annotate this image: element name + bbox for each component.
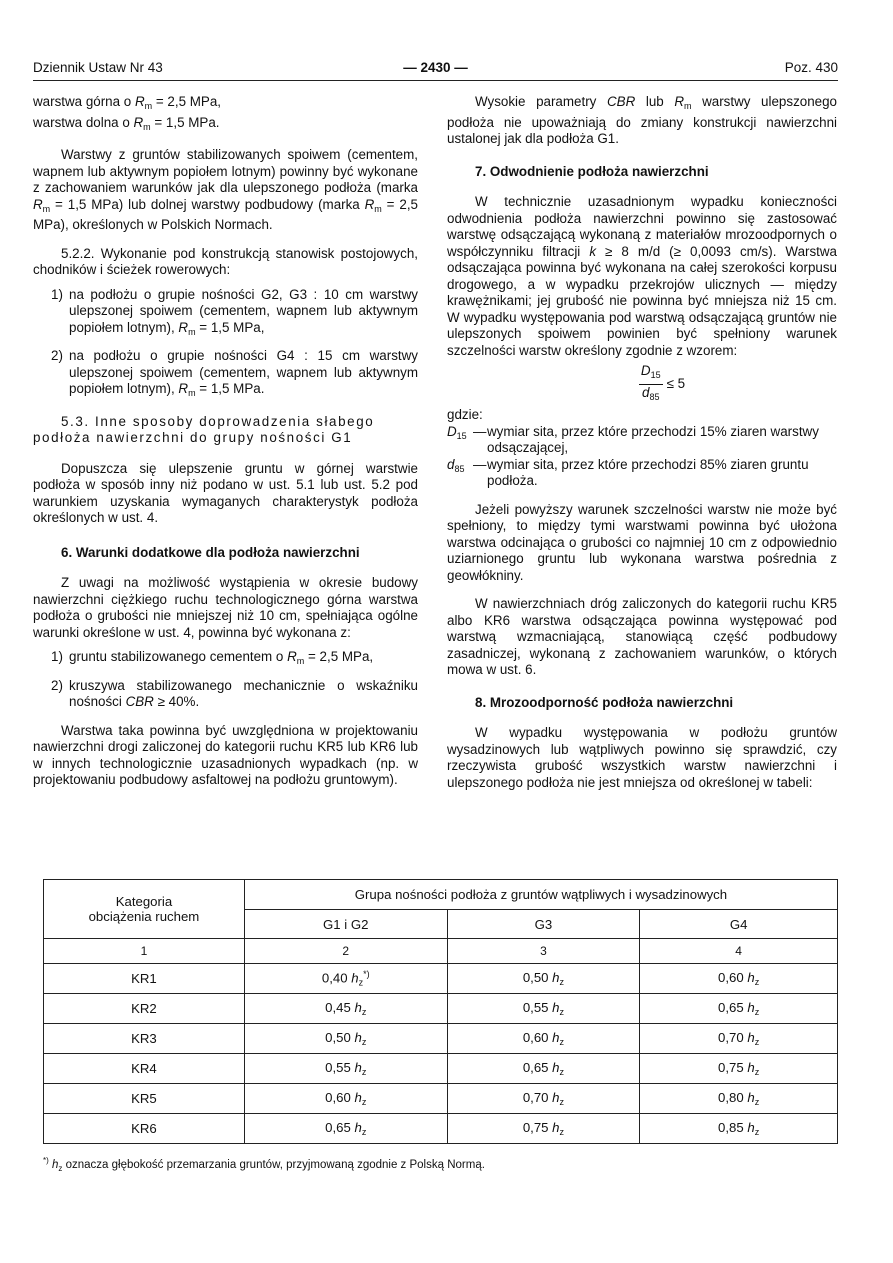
cbr-paragraph: Wysokie parametry CBR lub $R_m$ warstwy ulepszonego podłoża nie upoważniają do zmiany konstrukcji nawierzchni ustalonej jak dla podłoża G1. [447,94,838,146]
list-item: 1) gruntu stabilizowanego cementem o $R_m = 2,5$ MPa, [51,649,374,666]
journal-title: Dziennik Ustaw Nr 43 [33,60,163,75]
where-label: gdzie: [447,407,483,422]
definitions-list [447,424,837,490]
page-number: — 2430 — [403,60,468,75]
kr5-kr6-paragraph: W nawierzchniach dróg zaliczonych do kategorii ruchu KR5 albo KR6 warstwa odsączająca powinna występować pod warstwą wzmacniającą, stanowiącą część podbudowy zasadniczej, wykonaną z zachowaniem warunków, o których mowa w ust. 6. [447,596,837,677]
section-6-heading: 6. Warunki dodatkowe dla podłoża nawierzchni [61,544,360,560]
position-number: Poz. 430 [784,60,838,75]
list-item: 2) kruszywa stabilizowanego mechanicznie o wskaźniku nośności CBR ≥ 40%. [51,677,418,709]
table-row: KR2 0,45 $h_z$ 0,55 $h_z$ 0,65 $h_z$ [44,994,838,1024]
category-header: Kategoria obciążenia ruchem [44,880,245,939]
table-row: KR1 0,40 $h_z^{*)}$ 0,50 $h_z$ 0,60 $h_z$ [44,964,838,994]
subheader-g3: G3 [447,910,640,939]
lower-layer-line: warstwa dolna o $R_m = 1,5$ MPa. [33,114,220,132]
section-7-heading: 7. Odwodnienie podłoża nawierzchni [475,163,709,179]
formula-relation: ≤ 5 [666,375,686,391]
layer-strength-lines [33,94,418,135]
table-header-row [44,880,838,910]
definition-item: $D_{15}$ — wymiar sita, przez które przechodzi 15% ziaren warstwy odsączającej, [447,423,819,455]
table-row: KR4 0,55 $h_z$ 0,65 $h_z$ 0,75 $h_z$ [44,1054,838,1084]
stabilized-soils-paragraph: Warstwy z gruntów stabilizowanych spoiwem (cementem, wapnem lub aktywnym popiołem lotnym) powinny być wykonane z zachowaniem warunków jak dla ulepszonego podłoża (marka $R_m = 1,5$ MPa) lub dolnej warstwy podbudowy (marka $R_m = 2,5$ MPa), określonych w Polskich Normach. [33,147,418,232]
table-row: KR3 0,50 $h_z$ 0,60 $h_z$ 0,70 $h_z$ [44,1024,838,1054]
subheader-g1-g2: G1 i G2 [244,910,447,939]
right-column [447,94,837,791]
section-6-paragraph: Z uwagi na możliwość wystąpienia w okresie budowy nawierzchni ciężkiego ruchu technologicznego górna warstwa podłoża o grubości nie mniejszej niż 10 cm, spełniająca ogólne warunki określone w ust. 4, powinna być wykonana z: [33,575,418,640]
frost-depth-table [43,879,838,1144]
upper-layer-line: warstwa górna o $R_m = 2,5$ MPa, [33,94,221,111]
sealing-alternative-paragraph: Jeżeli powyższy warunek szczelności warstw nie może być spełniony, to między tymi warstwami powinna być ułożona warstwa odcinająca o grubości co najmniej 10 cm z odpowiednio uziarnionego gruntu lub wykonana warstwa pośrednia z geowłókniny. [447,501,837,583]
list-item: 2) na podłożu o grupie nośności G4 : 15 cm warstwy ulepszonej spoiwem (cementem, wapnem lub aktywnym popiołem lotnym), $R_m = 1,5$ MPa. [51,348,418,398]
table-row: KR5 0,60 $h_z$ 0,70 $h_z$ 0,80 $h_z$ [44,1084,838,1114]
column-number-row: 1 2 3 4 [44,939,838,964]
section-6-closing-paragraph: Warstwa taka powinna być uwzględniona w projektowaniu nawierzchni drogi zaliczonej do kategorii ruchu KR5 lub KR6 lub w innych technologicznie uzasadnionych wypadkach (np. w projektowaniu podbudowy asfaltowej na podłożu gruntowym). [33,722,418,787]
group-header: Grupa nośności podłoża z gruntów wątpliwych i wysadzinowych [244,880,837,910]
list-item: 1) na podłożu o grupie nośności G2, G3 : 10 cm warstwy ulepszonej spoiwem (cementem, wapnem lub aktywnym popiołem lotnym), $R_m = 1,5$ MPa, [51,286,418,337]
section-8-paragraph: W wypadku występowania w podłożu gruntów wysadzinowych lub wątpliwych powinno się sprawdzić, czy rzeczywista grubość wszystkich warstw nawierzchni i ulepszonego podłoża nie jest mniejsza od określonej w tabeli: [447,725,837,790]
section-8-heading: 8. Mrozoodporność podłoża nawierzchni [475,694,734,710]
page-header [33,58,838,81]
sealing-formula [487,363,837,405]
table-footnote: *) $h_z$ oznacza głębokość przemarzania gruntów, przyjmowaną zgodnie z Polską Normą. [43,1156,485,1173]
table-row: KR6 0,65 $h_z$ 0,75 $h_z$ 0,85 $h_z$ [44,1114,838,1144]
left-column [33,94,418,789]
section-7-paragraph: W technicznie uzasadnionym wypadku konieczności odwodnienia podłoża nawierzchni powinno się zastosować warstwę odsączającą wykonaną z materiałów mrozoodpornych o współczynniku filtracji k ≥ 8 m/d (≥ 0,0093 cm/s). Warstwa odsączająca powinna być wykonana na całej szerokości korpusu drogowego, a w wypadku przekrojów ulicznych — między krawężnikami; jej grubość nie powinna być mniejsza niż 15 cm. W wypadku występowania pod warstwą odsączającą gruntów nie ulepszonych spoiwem powinien być spełniony warunek szczelności warstw określony zgodnie z wzorem: [447,194,838,358]
formula-fraction: $\frac{D_{15}}{d_{85}}$ [640,363,661,402]
definition-item: $d_{85}$ — wymiar sita, przez które przechodzi 85% ziaren gruntu podłoża. [447,456,809,488]
section-5-2-2-heading: 5.2.2. Wykonanie pod konstrukcją stanowisk postojowych, chodników i ścieżek rowerowych: [33,245,418,277]
subheader-g4: G4 [640,910,838,939]
footnote-marker: *) [363,969,370,980]
section-5-3-heading: 5.3. Inne sposoby doprowadzenia słabego podłoża nawierzchni do grupy nośności G1 [33,413,375,445]
section-5-3-paragraph: Dopuszcza się ulepszenie gruntu w górnej warstwie podłoża w sposób inny niż podano w ust. 5.1 lub ust. 5.2 pod warunkiem uzyskania wymaganych charakterystyk podłoża określonych w ust. 4. [33,460,418,525]
